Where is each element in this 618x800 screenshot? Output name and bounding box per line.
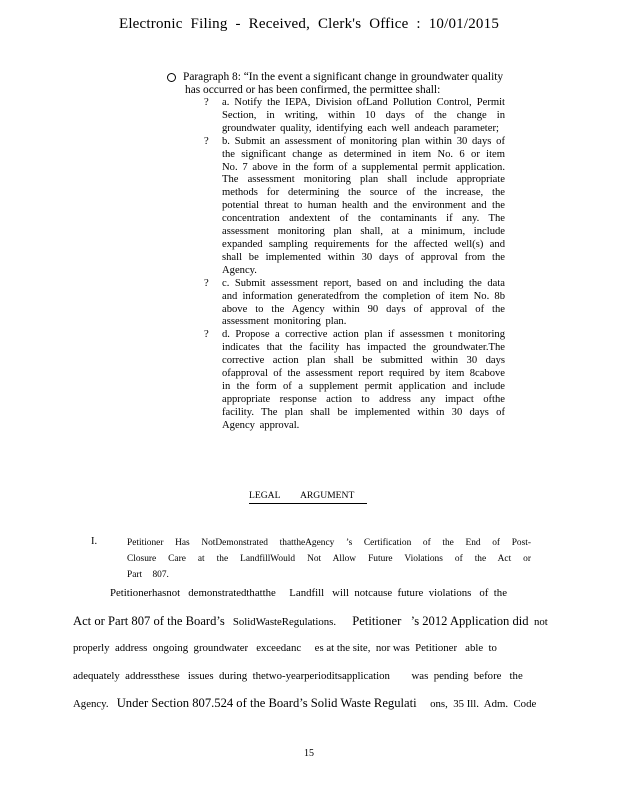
paragraph-8-lead [185,71,505,97]
item-marker: ? [204,97,209,108]
body-line [73,641,543,669]
item-text: a. Notify the IEPA, Division ofLand Pollution Control, Permit Section, in writing, within 10 days of the change in groundwater quality, identifying each well andeach parameter; [222,97,505,134]
item-marker: ? [204,135,209,147]
paragraph-8-item-d [185,329,505,432]
filing-header: Electronic Filing - Received, Clerk's Office : 10/01/2015 [118,16,500,32]
item-marker: ? [204,329,209,341]
page-number: 15 [304,748,314,759]
body-segment: Act or Part 807 of the Board’s [73,613,225,628]
paragraph-8-item-b [185,136,505,278]
body-line [73,613,548,642]
body-segment: not [528,615,548,628]
body-segment: Under Section 807.524 of the Board’s Solid Waste Regulati [116,696,417,711]
paragraph-8-item-a [185,97,505,136]
circle-bullet-icon [167,73,176,82]
body-line [73,586,543,614]
body-line [73,669,543,697]
body-segment: properly address ongoing groundwater exceedanc es at the site, nor was Petitioner able to [73,642,497,655]
body-segment: adequately addressthese issues during thetwo-yearperioditsapplication was pending before the [73,669,523,682]
item-text: c. Submit assessment report, based on and including the data and information generatedfrom the completion of item No. 8b above to the Agency within 90 days of approval of the assessment monitoring plan. [222,277,505,328]
body-text [73,586,548,724]
body-segment: Agency. [73,698,117,711]
paragraph-8-block [185,71,505,433]
body-line [73,696,543,724]
section-heading: Petitioner Has NotDemonstrated thattheAgency ’s Certification of the End of Post-Closure Care at the LandfillWould Not Allow Future Violations of the Act or Part 807. [127,538,531,580]
section-number: I. [91,536,98,547]
legal-argument-heading: LEGAL ARGUMENT [249,490,367,504]
body-segment: Petitioner ’s 2012 Application did [352,613,529,628]
body-segment: ons, 35 Ill. Adm. Code [416,698,537,711]
item-text: b. Submit an assessment of monitoring plan within 30 days of the significant change as determined in item No. 6 or item No. 7 above in the form of a supplemental permit application. The assessment monitoring plan shall include appropriate methods for determining the source of the increase, the potential threat to human health and the environment and the concentration andextent of the contaminants if any. The assessment monitoring plan shall, at a minimum, include expanded sampling requirements for the affected well(s) and shall be implemented within 30 days of approval from the Agency. [222,135,505,276]
paragraph-8-lead-text: Paragraph 8: “In the event a significant change in groundwater quality has occurred or has been confirmed, the permittee shall: [183,71,504,96]
item-marker: ? [204,277,209,289]
body-segment: Petitionerhasnot demonstratedthatthe Landfill will notcause future violations of the [110,587,507,599]
body-segment: SolidWasteRegulations. [224,615,353,628]
item-text: d. Propose a corrective action plan if assessmen t monitoring indicates that the facility has impacted the groundwater.The corrective action plan shall be submitted within 30 days ofapproval of the assessment report required by item 8cabove in the form of a supplement permit application and include appropriate response action to address any impact ofthe facility. The plan shall be implemented within 30 days of Agency approval. [222,329,505,431]
paragraph-8-item-c [185,278,505,330]
